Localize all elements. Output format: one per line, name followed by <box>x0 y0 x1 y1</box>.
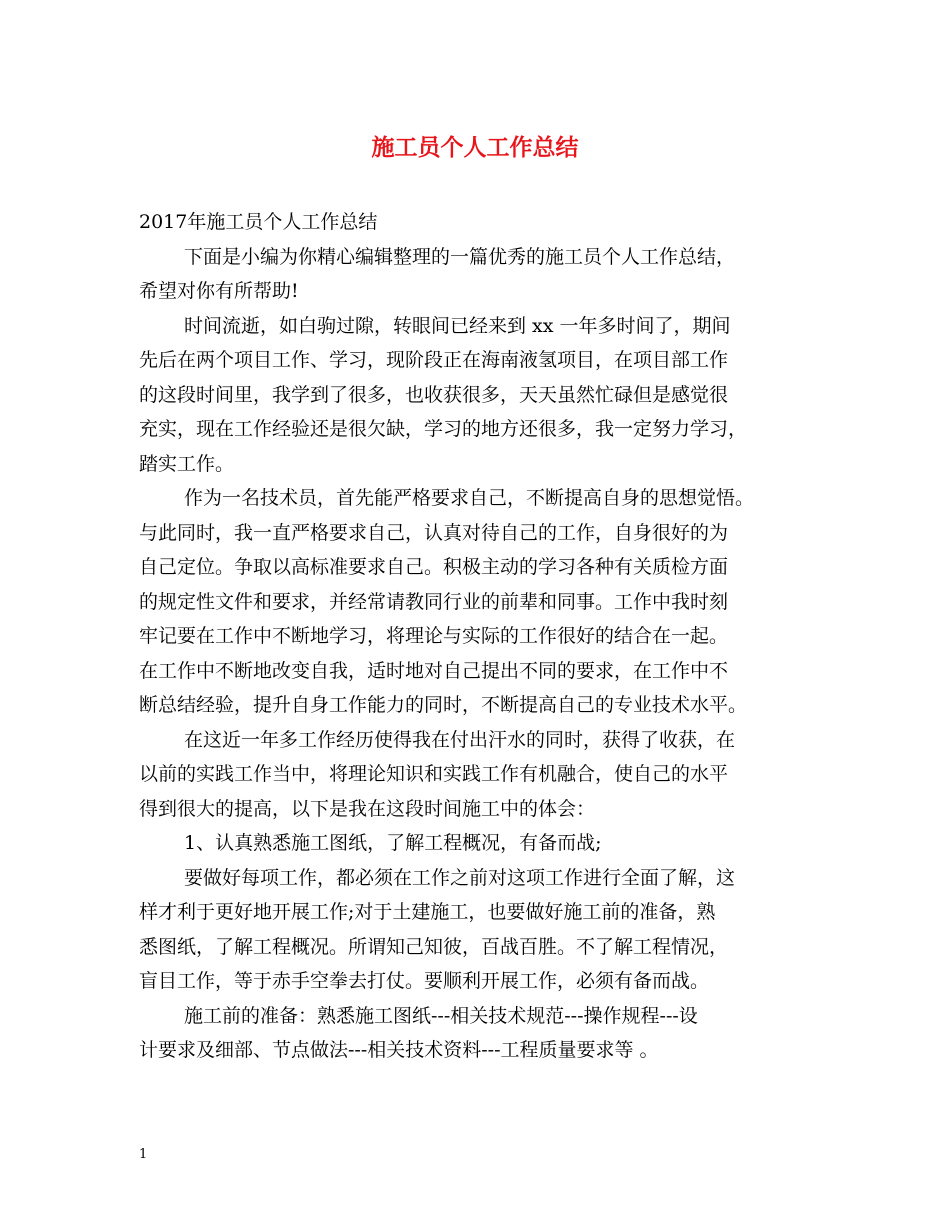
text-line: 断总结经验，提升自身工作能力的同时，不断提高自己的专业技术水平。 <box>139 694 748 716</box>
text-line: 希望对你有所帮助! <box>139 280 299 302</box>
text-line: 在工作中不断地改变自我，适时地对自己提出不同的要求，在工作中不 <box>139 659 729 682</box>
text-line: 作为一名技术员，首先能严格要求自己，不断提高自身的思想觉悟。 <box>184 487 755 509</box>
text-line: 盲目工作，等于赤手空拳去打仗。要顺利开展工作，必须有备而战。 <box>139 970 710 992</box>
text-line: 得到很大的提高，以下是我在这段时间施工中的体会： <box>139 797 596 820</box>
text-line: 踏实工作。 <box>139 452 235 475</box>
text-line: 悉图纸，了解工程概况。所谓知己知彼，百战百胜。不了解工程情况， <box>139 935 729 958</box>
text-line: 的这段时间里，我学到了很多，也收获很多，天天虽然忙碌但是感觉很 <box>139 383 729 406</box>
text-line: 时间流逝，如白驹过隙，转眼间已经来到 xx 一年多时间了，期间 <box>184 314 731 337</box>
text-line: 牢记要在工作中不断地学习，将理论与实际的工作很好的结合在一起。 <box>139 625 729 647</box>
text-line: 自己定位。争取以高标准要求自己。积极主动的学习各种有关质检方面 <box>139 556 729 578</box>
document-title: 施工员个人工作总结 <box>371 134 579 161</box>
text-line: 下面是小编为你精心编辑整理的一篇优秀的施工员个人工作总结， <box>184 245 736 268</box>
text-line: 在这近一年多工作经历使得我在付出汗水的同时，获得了收获，在 <box>184 728 736 751</box>
document-body <box>139 205 829 1068</box>
text-line: 1、认真熟悉施工图纸，了解工程概况，有备而战; <box>184 832 602 854</box>
text-line: 要做好每项工作，都必须在工作之前对这项工作进行全面了解，这 <box>184 866 736 889</box>
text-line: 与此同时，我一直严格要求自己，认真对待自己的工作，自身很好的为 <box>139 521 729 544</box>
text-line: 先后在两个项目工作、学习，现阶段正在海南液氢项目，在项目部工作 <box>139 349 729 371</box>
text-line: 2017年施工员个人工作总结 <box>139 211 378 233</box>
text-line: 施工前的准备：熟悉施工图纸---相关技术规范---操作规程---设 <box>184 1004 698 1027</box>
text-line: 样才利于更好地开展工作;对于土建施工，也要做好施工前的准备，熟 <box>139 901 716 923</box>
text-line: 的规定性文件和要求，并经常请教同行业的前辈和同事。工作中我时刻 <box>139 590 729 613</box>
text-line: 以前的实践工作当中，将理论知识和实践工作有机融合，使自己的水平 <box>139 763 729 785</box>
text-line: 计要求及细部、节点做法---相关技术资料---工程质量要求等 。 <box>139 1039 659 1061</box>
text-line: 充实，现在工作经验还是很欠缺，学习的地方还很多，我一定努力学习， <box>139 418 748 440</box>
page-number: 1 <box>139 1147 148 1162</box>
